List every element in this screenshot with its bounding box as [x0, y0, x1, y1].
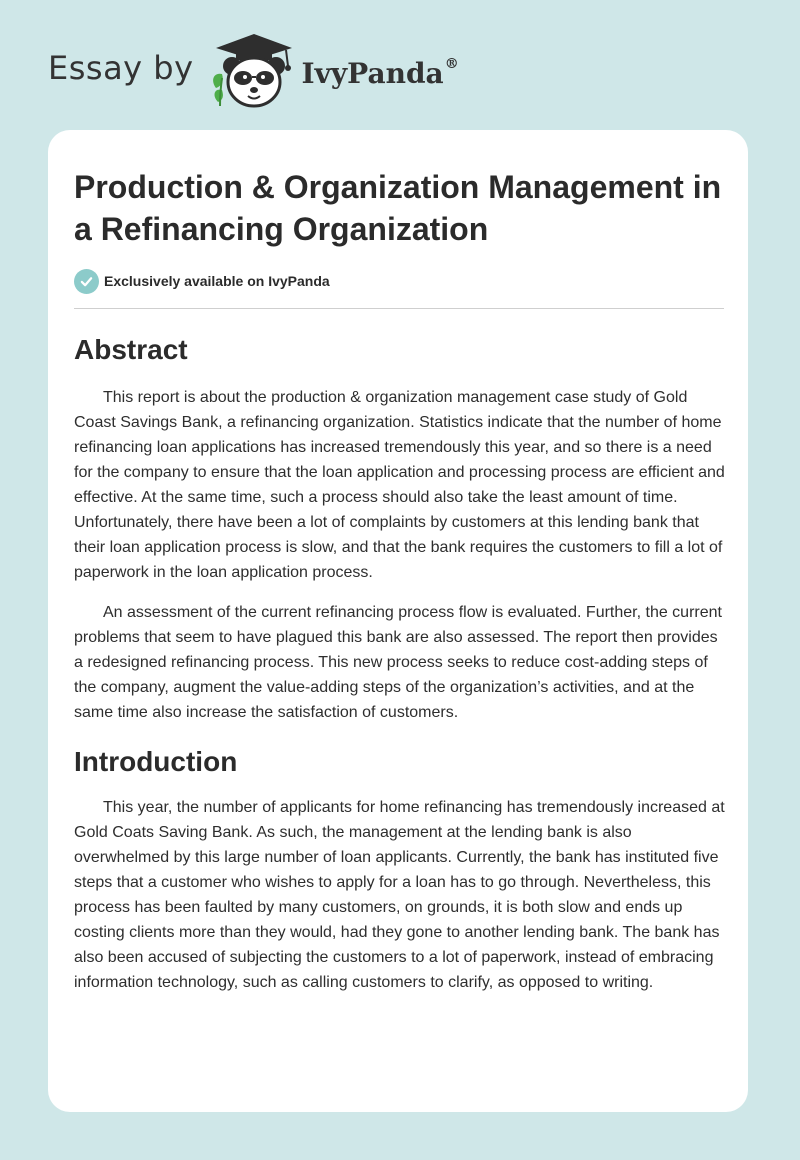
section-heading-abstract: Abstract	[74, 334, 188, 365]
site-header-brand[interactable]	[48, 30, 459, 110]
exclusive-badge	[74, 268, 722, 294]
introduction-paragraph: This year, the number of applicants for home refinancing has tremendously increased at Gold Coats Saving Bank. As such, the management at the lending bank is also overwhelmed by this large number of loan applicants. Currently, the bank has instituted five steps that a customer who wishes to apply for a loan has to go through. Nevertheless, this process has been faulted by many customers, on grounds, it is both slow and ends up costing clients more than they would, had they gone to another lending bank. The bank has also been accused of subjecting the customers to a lot of paperwork, instead of embracing information technology, such as calling customers to clarify, as opposed to writing.	[74, 799, 725, 991]
brand-name-text: IvyPanda	[301, 56, 444, 90]
exclusive-label: Exclusively available on IvyPanda	[104, 273, 330, 289]
title-divider	[74, 308, 724, 309]
registered-mark: ®	[444, 56, 459, 73]
check-circle-icon	[74, 269, 99, 294]
abstract-paragraph: This report is about the production & organization management case study of Gold Coast Savings Bank, a refinancing organization. Statistics indicate that the number of home refinancing loan applications has increased tremendously this year, and so there is a need for the company to ensure that the loan application and processing process are efficient and effective. At the same time, such a process should also take the least amount of time. Unfortunately, there have been a lot of complaints by customers at this lending bank that their loan application process is slow, and that the bank requires the customers to fill a lot of paperwork in the loan application process.	[74, 389, 725, 581]
brand-name	[302, 57, 459, 90]
abstract-paragraph: An assessment of the current refinancing process flow is evaluated. Further, the current problems that seem to have plagued this bank are also assessed. The report then provides a redesigned refinancing process. This new process seeks to reduce cost-adding steps of the company, augment the value-adding steps of the organization’s activities, and at the same time also increase the satisfaction of customers.	[74, 604, 722, 721]
brand-prefix: Essay by	[48, 49, 194, 87]
section-heading-introduction: Introduction	[74, 746, 238, 777]
article-title: Production & Organization Management in a Refinancing Organization	[74, 169, 722, 247]
article-card	[48, 130, 748, 1112]
panda-graduate-logo-icon	[208, 30, 300, 110]
